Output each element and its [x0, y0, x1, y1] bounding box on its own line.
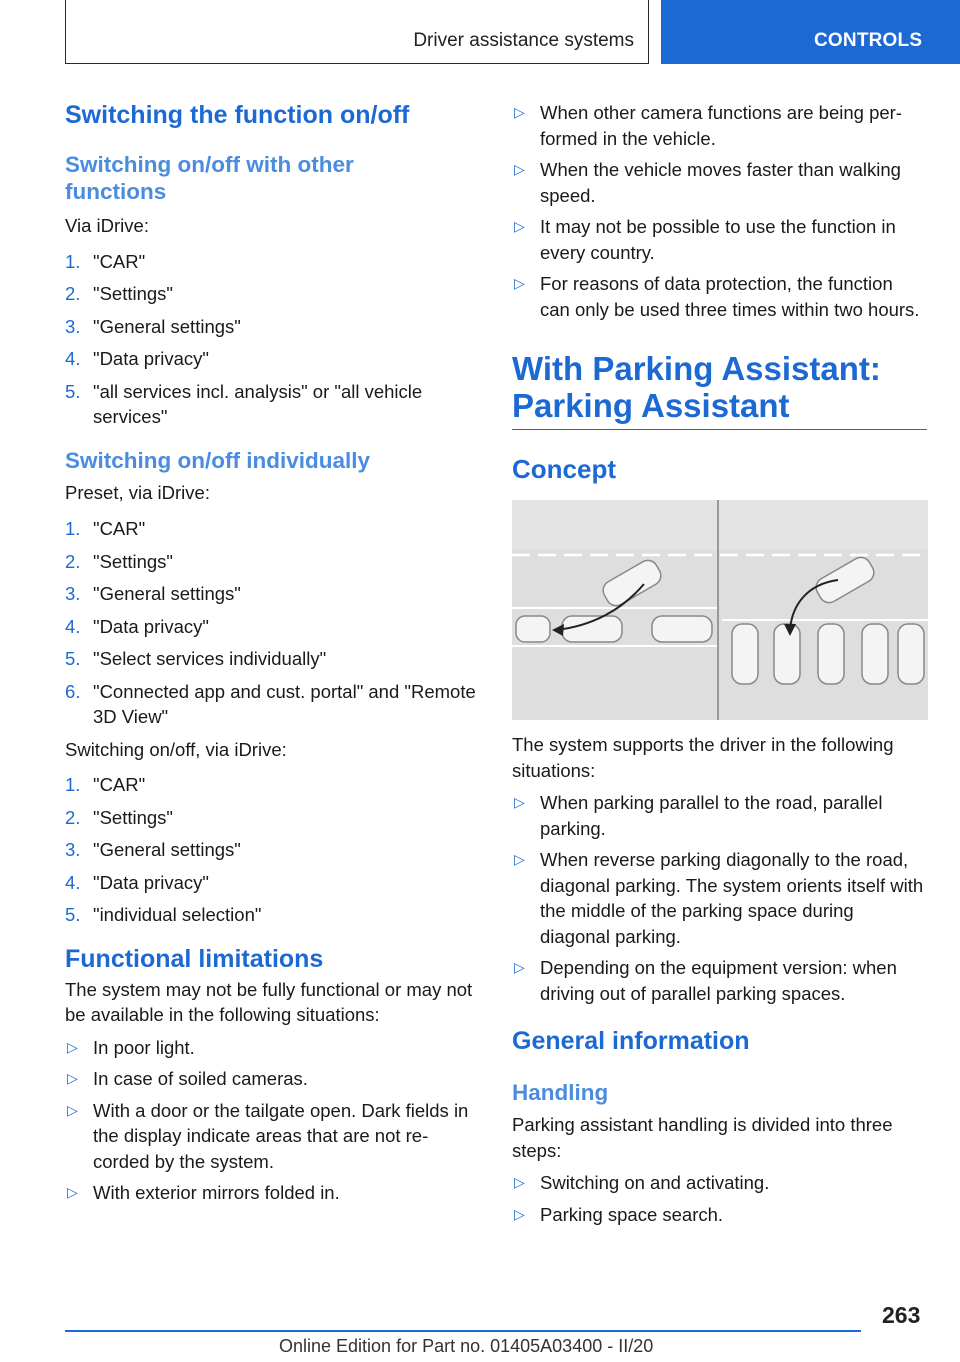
list-item-number: 2.	[65, 283, 81, 304]
list-item-number: 2.	[65, 550, 81, 572]
list-item-number: 6.	[65, 680, 81, 702]
list-item-number: 5.	[65, 648, 81, 669]
list-item-number: 5.	[65, 904, 81, 925]
list-item	[65, 870, 480, 896]
bullet-item-text: When other camera functions are being per-formed in the vehicle.	[540, 102, 902, 149]
heading-other-functions: Switching on/off with other functions	[65, 152, 354, 204]
triangle-bullet-icon: ▷	[514, 794, 525, 810]
bullet-item	[512, 214, 927, 265]
bullet-item-text: With exterior mirrors folded in.	[93, 1182, 340, 1203]
triangle-bullet-icon: ▷	[67, 1038, 78, 1055]
bullet-item	[512, 157, 927, 208]
list-item-number: 3.	[65, 839, 81, 860]
list-item	[65, 549, 480, 575]
triangle-bullet-icon: ▷	[67, 1070, 78, 1086]
footer-edition: Online Edition for Part no. 01405A03400 - II/20	[279, 1336, 654, 1356]
bullet-item-text: When the vehicle moves faster than walking speed.	[540, 159, 901, 206]
parking-illustration	[512, 500, 928, 720]
bullet-item	[65, 1035, 480, 1061]
list-item-text: "CAR"	[93, 774, 146, 795]
limitations-list	[65, 1035, 480, 1206]
list-item	[65, 346, 480, 372]
list-item-number: 1.	[65, 774, 81, 795]
list-item-number: 5.	[65, 380, 81, 402]
bullet-item	[512, 847, 927, 949]
triangle-bullet-icon: ▷	[514, 161, 525, 177]
bullet-item	[65, 1180, 480, 1206]
limitations-list-continued	[512, 100, 927, 322]
bullet-item	[512, 100, 927, 151]
handling-text: Parking assistant handling is divided into three steps:	[512, 1114, 893, 1161]
list-item-text: "Settings"	[93, 283, 173, 304]
heading-parking-assistant: With Parking Assistant: Parking Assistant	[512, 350, 927, 430]
steps-list-2	[65, 516, 480, 730]
list-item-number: 1.	[65, 518, 81, 539]
list-item	[65, 805, 480, 831]
list-item-number: 4.	[65, 615, 81, 637]
list-item-text: "CAR"	[93, 250, 146, 272]
bullet-item	[512, 790, 927, 841]
bullet-item	[512, 1202, 927, 1228]
triangle-bullet-icon: ▷	[67, 1101, 78, 1118]
triangle-bullet-icon: ▷	[514, 851, 525, 867]
triangle-bullet-icon: ▷	[514, 1174, 525, 1190]
steps-list-3	[65, 772, 480, 928]
right-column	[512, 100, 927, 1233]
page-number: 263	[882, 1302, 921, 1328]
list-item	[65, 614, 480, 640]
list-item-number: 4.	[65, 348, 81, 369]
left-column	[65, 100, 480, 1212]
heading-concept: Concept	[512, 454, 616, 484]
triangle-bullet-icon: ▷	[514, 218, 525, 234]
list-item-text: "Connected app and cust. portal" and "Remote 3D View"	[93, 680, 476, 727]
header-chapter-title: CONTROLS	[814, 30, 923, 51]
bullet-item-text: In poor light.	[93, 1036, 195, 1058]
steps-list-1	[65, 249, 480, 430]
concept-text: The system supports the driver in the following situations:	[512, 734, 894, 781]
list-item	[65, 772, 480, 798]
list-item-text: "all services incl. analysis" or "all vehicle services"	[93, 380, 423, 427]
limitations-intro: The system may not be fully functional or may not be available in the following situations:	[65, 978, 473, 1025]
triangle-bullet-icon: ▷	[514, 104, 525, 120]
triangle-bullet-icon: ▷	[67, 1184, 78, 1200]
header-section-box	[65, 0, 649, 64]
bullet-item-text: When parking parallel to the road, parallel parking.	[540, 792, 883, 839]
list-item-number: 3.	[65, 315, 81, 337]
via-idrive-text-1: Via iDrive:	[65, 215, 149, 236]
list-item-text: "Settings"	[93, 550, 173, 572]
via-idrive-text-2: Preset, via iDrive:	[65, 481, 210, 503]
list-item-text: "General settings"	[93, 583, 241, 604]
list-item-text: "General settings"	[93, 315, 241, 337]
footer-divider	[65, 1330, 861, 1332]
list-item-text: "Select services individually"	[93, 648, 327, 669]
bullet-item	[65, 1066, 480, 1092]
list-item	[65, 646, 480, 672]
list-item-text: "CAR"	[93, 518, 146, 539]
list-item-text: "Data privacy"	[93, 615, 209, 637]
list-item	[65, 516, 480, 542]
bullet-item	[512, 1170, 927, 1196]
header-section-title: Driver assistance systems	[413, 30, 634, 51]
list-item	[65, 581, 480, 607]
bullet-item-text: For reasons of data protection, the function can only be used three times within two hours.	[540, 273, 920, 320]
heading-general-information: General information	[512, 1027, 750, 1055]
bullet-item-text: Switching on and activating.	[540, 1172, 770, 1193]
list-item-number: 1.	[65, 250, 81, 272]
bullet-item	[512, 955, 927, 1006]
bullet-item-text: Parking space search.	[540, 1203, 724, 1225]
via-idrive-text-3: Switching on/off, via iDrive:	[65, 738, 287, 760]
bullet-item-text: Depending on the equipment version: when driving out of parallel parking spaces.	[540, 957, 897, 1004]
list-item-text: "individual selection"	[93, 904, 262, 925]
bullet-item	[512, 271, 927, 322]
list-item	[65, 379, 480, 430]
bullet-item-text: With a door or the tailgate open. Dark fields in the display indicate areas that are not re-corded by the system.	[93, 1099, 469, 1172]
bullet-item	[65, 1098, 480, 1175]
list-item	[65, 281, 480, 307]
handling-list	[512, 1170, 927, 1227]
list-item-number: 4.	[65, 871, 81, 893]
list-item	[65, 249, 480, 275]
list-item-text: "General settings"	[93, 839, 241, 860]
heading-switching-function: Switching the function on/off	[65, 101, 410, 129]
triangle-bullet-icon: ▷	[514, 275, 525, 291]
heading-individually: Switching on/off individually	[65, 447, 370, 473]
triangle-bullet-icon: ▷	[514, 1205, 525, 1222]
list-item-text: "Settings"	[93, 806, 173, 828]
heading-handling: Handling	[512, 1080, 609, 1105]
list-item-number: 3.	[65, 583, 81, 604]
list-item	[65, 902, 480, 928]
triangle-bullet-icon: ▷	[514, 959, 525, 975]
bullet-item-text: In case of soiled cameras.	[93, 1068, 308, 1089]
bullet-item-text: It may not be possible to use the function in every country.	[540, 216, 896, 263]
heading-functional-limitations: Functional limitations	[65, 944, 324, 973]
list-item-text: "Data privacy"	[93, 348, 209, 369]
list-item	[65, 314, 480, 340]
list-item-text: "Data privacy"	[93, 871, 209, 893]
list-item	[65, 679, 480, 730]
concept-list	[512, 790, 927, 1006]
list-item-number: 2.	[65, 806, 81, 828]
list-item	[65, 837, 480, 863]
bullet-item-text: When reverse parking diagonally to the road, diagonal parking. The system orients itself with the middle of the parking space during diagonal parking.	[540, 849, 924, 947]
